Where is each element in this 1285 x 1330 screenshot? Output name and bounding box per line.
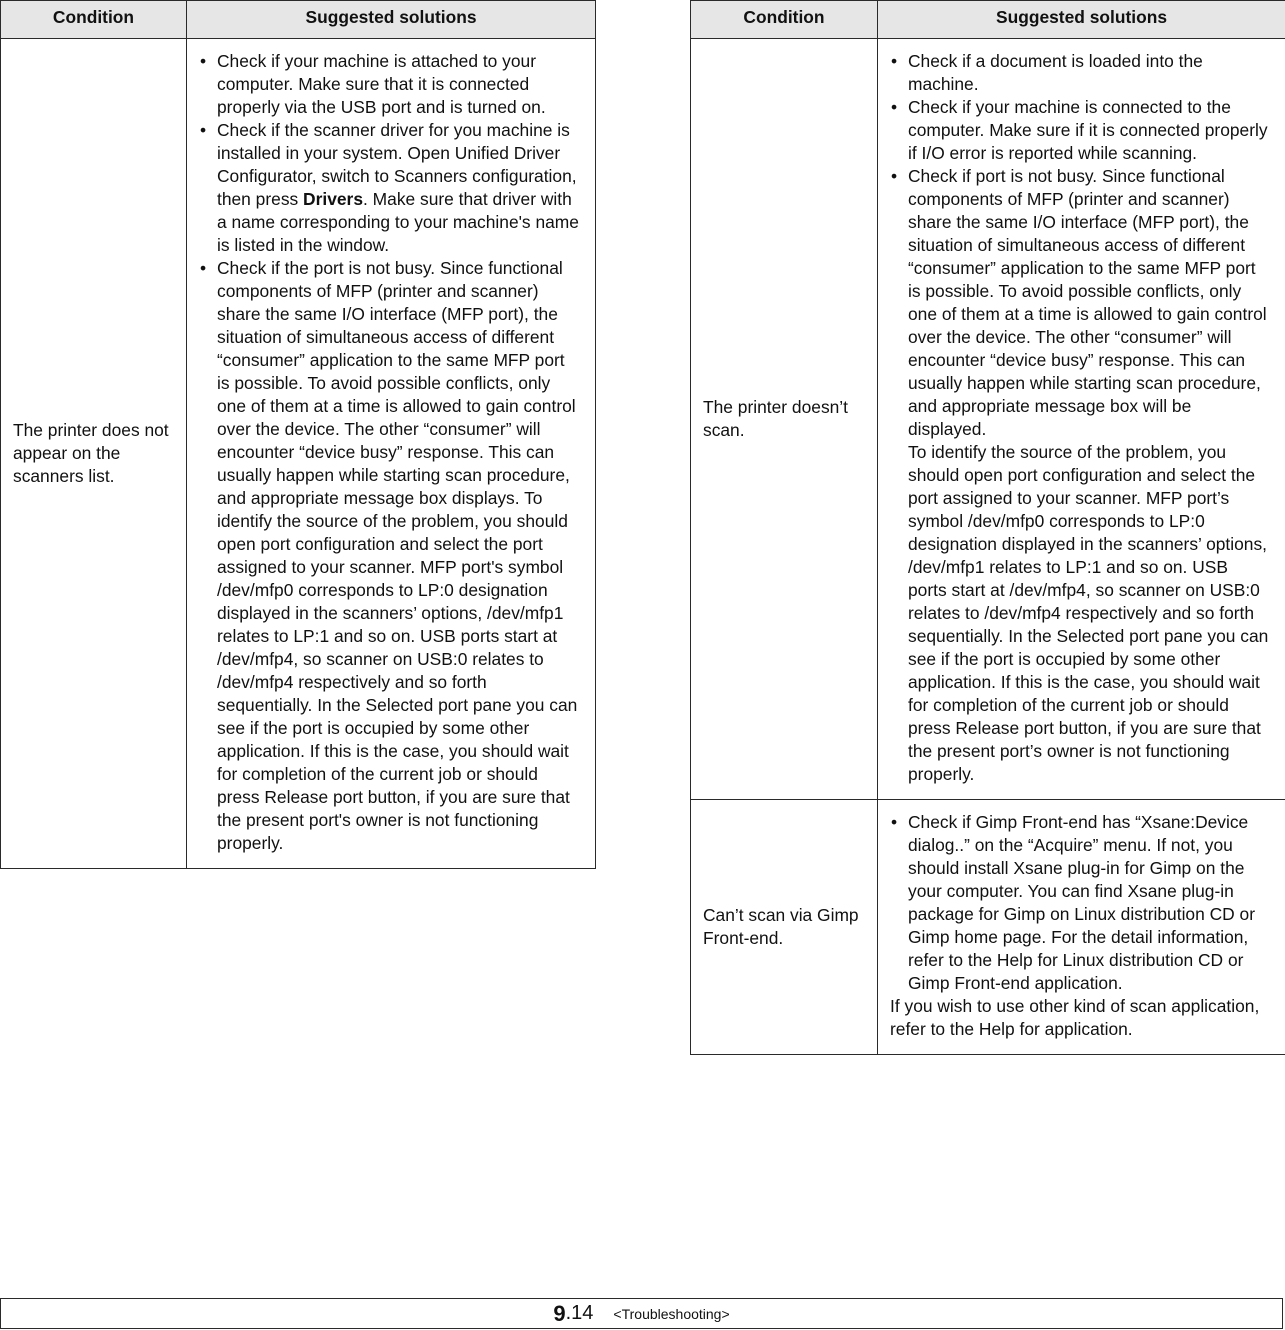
page-number-minor: .14 bbox=[565, 1302, 594, 1324]
section-label: <Troubleshooting> bbox=[613, 1305, 730, 1322]
page-footer bbox=[0, 1298, 1283, 1329]
solution-text: . Make sure that driver with a name corresponding to your machine's name is listed in the window. bbox=[217, 189, 579, 255]
solution-text: Check if the scanner driver for you machine is installed in your system. Open Unified Driver Configurator, switch to Scanners configuration, then press bbox=[217, 120, 577, 209]
solutions-header: Suggested solutions bbox=[878, 1, 1285, 39]
solution-continuation: To identify the source of the problem, you should open port configuration and select the port assigned to your scanner. MFP port’s symbol /dev/mfp0 corresponds to LP:0 designation displayed in the scanners’ options, /dev/mfp1 relates to LP:1 and so on. USB ports start at /dev/mfp4, so scanner on USB:0 relates to /dev/mfp4 respectively and so forth sequentially. In the Selected port pane you can see if the port is occupied by some other application. If this is the case, you should wait for completion of the current job or should press Release port button, if you are sure that the present port’s owner is not functioning properly. bbox=[908, 442, 1269, 784]
solution-item bbox=[199, 119, 581, 257]
table-row bbox=[691, 39, 1285, 800]
solution-list bbox=[890, 50, 1271, 441]
condition-cell: The printer doesn’t scan. bbox=[691, 39, 878, 800]
header-row bbox=[691, 1, 1285, 39]
right-troubleshooting-table bbox=[690, 0, 1285, 1055]
solutions-cell bbox=[878, 39, 1285, 800]
condition-cell: Can’t scan via Gimp Front-end. bbox=[691, 800, 878, 1055]
solution-item: • Check if your machine is attached to your computer. Make sure that it is connected properly via the USB port and is turned on. bbox=[199, 50, 581, 119]
header-row bbox=[1, 1, 596, 39]
drivers-term: Drivers bbox=[303, 189, 363, 209]
solution-list bbox=[199, 50, 581, 855]
solution-item: • Check if the port is not busy. Since functional components of MFP (printer and scanner) share the same I/O interface (MFP port), the situation of simultaneous access of different “consumer” application to the same MFP port is possible. To avoid possible conflicts, only one of them at a time is allowed to gain control over the device. The other “consumer” will encounter “device busy” response. This can usually happen while starting scan procedure, and appropriate message box displays. To identify the source of the problem, you should open port configuration and select the port assigned to your scanner. MFP port's symbol /dev/mfp0 corresponds to LP:0 designation displayed in the scanners’ options, /dev/mfp1 relates to LP:1 and so on. USB ports start at /dev/mfp4, so scanner on USB:0 relates to /dev/mfp4 respectively and so forth sequentially. In the Selected port pane you can see if the port is occupied by some other application. If this is the case, you should wait for completion of the current job or should press Release port button, if you are sure that the present port's owner is not functioning properly. bbox=[199, 257, 581, 855]
solutions-header: Suggested solutions bbox=[187, 1, 596, 39]
condition-header: Condition bbox=[691, 1, 878, 39]
solution-item: • Check if a document is loaded into the machine. bbox=[890, 50, 1271, 96]
solution-item: • Check if your machine is connected to the computer. Make sure if it is connected properly if I/O error is reported while scanning. bbox=[890, 96, 1271, 165]
condition-header: Condition bbox=[1, 1, 187, 39]
condition-cell: The printer does not appear on the scanners list. bbox=[1, 39, 187, 869]
left-troubleshooting-table bbox=[0, 0, 596, 869]
solution-list bbox=[890, 811, 1271, 995]
solution-item: • Check if Gimp Front-end has “Xsane:Device dialog..” on the “Acquire” menu. If not, you should install Xsane plug-in for Gimp on the your computer. You can find Xsane plug-in package for Gimp on Linux distribution CD or Gimp home page. For the detail information, refer to the Help for Linux distribution CD or Gimp Front-end application. bbox=[890, 811, 1271, 995]
table-row bbox=[1, 39, 596, 869]
table-row bbox=[691, 800, 1285, 1055]
solutions-cell bbox=[878, 800, 1285, 1055]
page-number-major: 9 bbox=[553, 1300, 566, 1326]
solution-item: • Check if port is not busy. Since functional components of MFP (printer and scanner) share the same I/O interface (MFP port), the situation of simultaneous access of different “consumer” application to the same MFP port is possible. To avoid possible conflicts, only one of them at a time is allowed to gain control over the device. The other “consumer” will encounter “device busy” response. This can usually happen while starting scan procedure, and appropriate message box will be displayed. bbox=[890, 165, 1271, 441]
solutions-cell bbox=[187, 39, 596, 869]
solution-note: If you wish to use other kind of scan application, refer to the Help for application. bbox=[890, 996, 1260, 1039]
